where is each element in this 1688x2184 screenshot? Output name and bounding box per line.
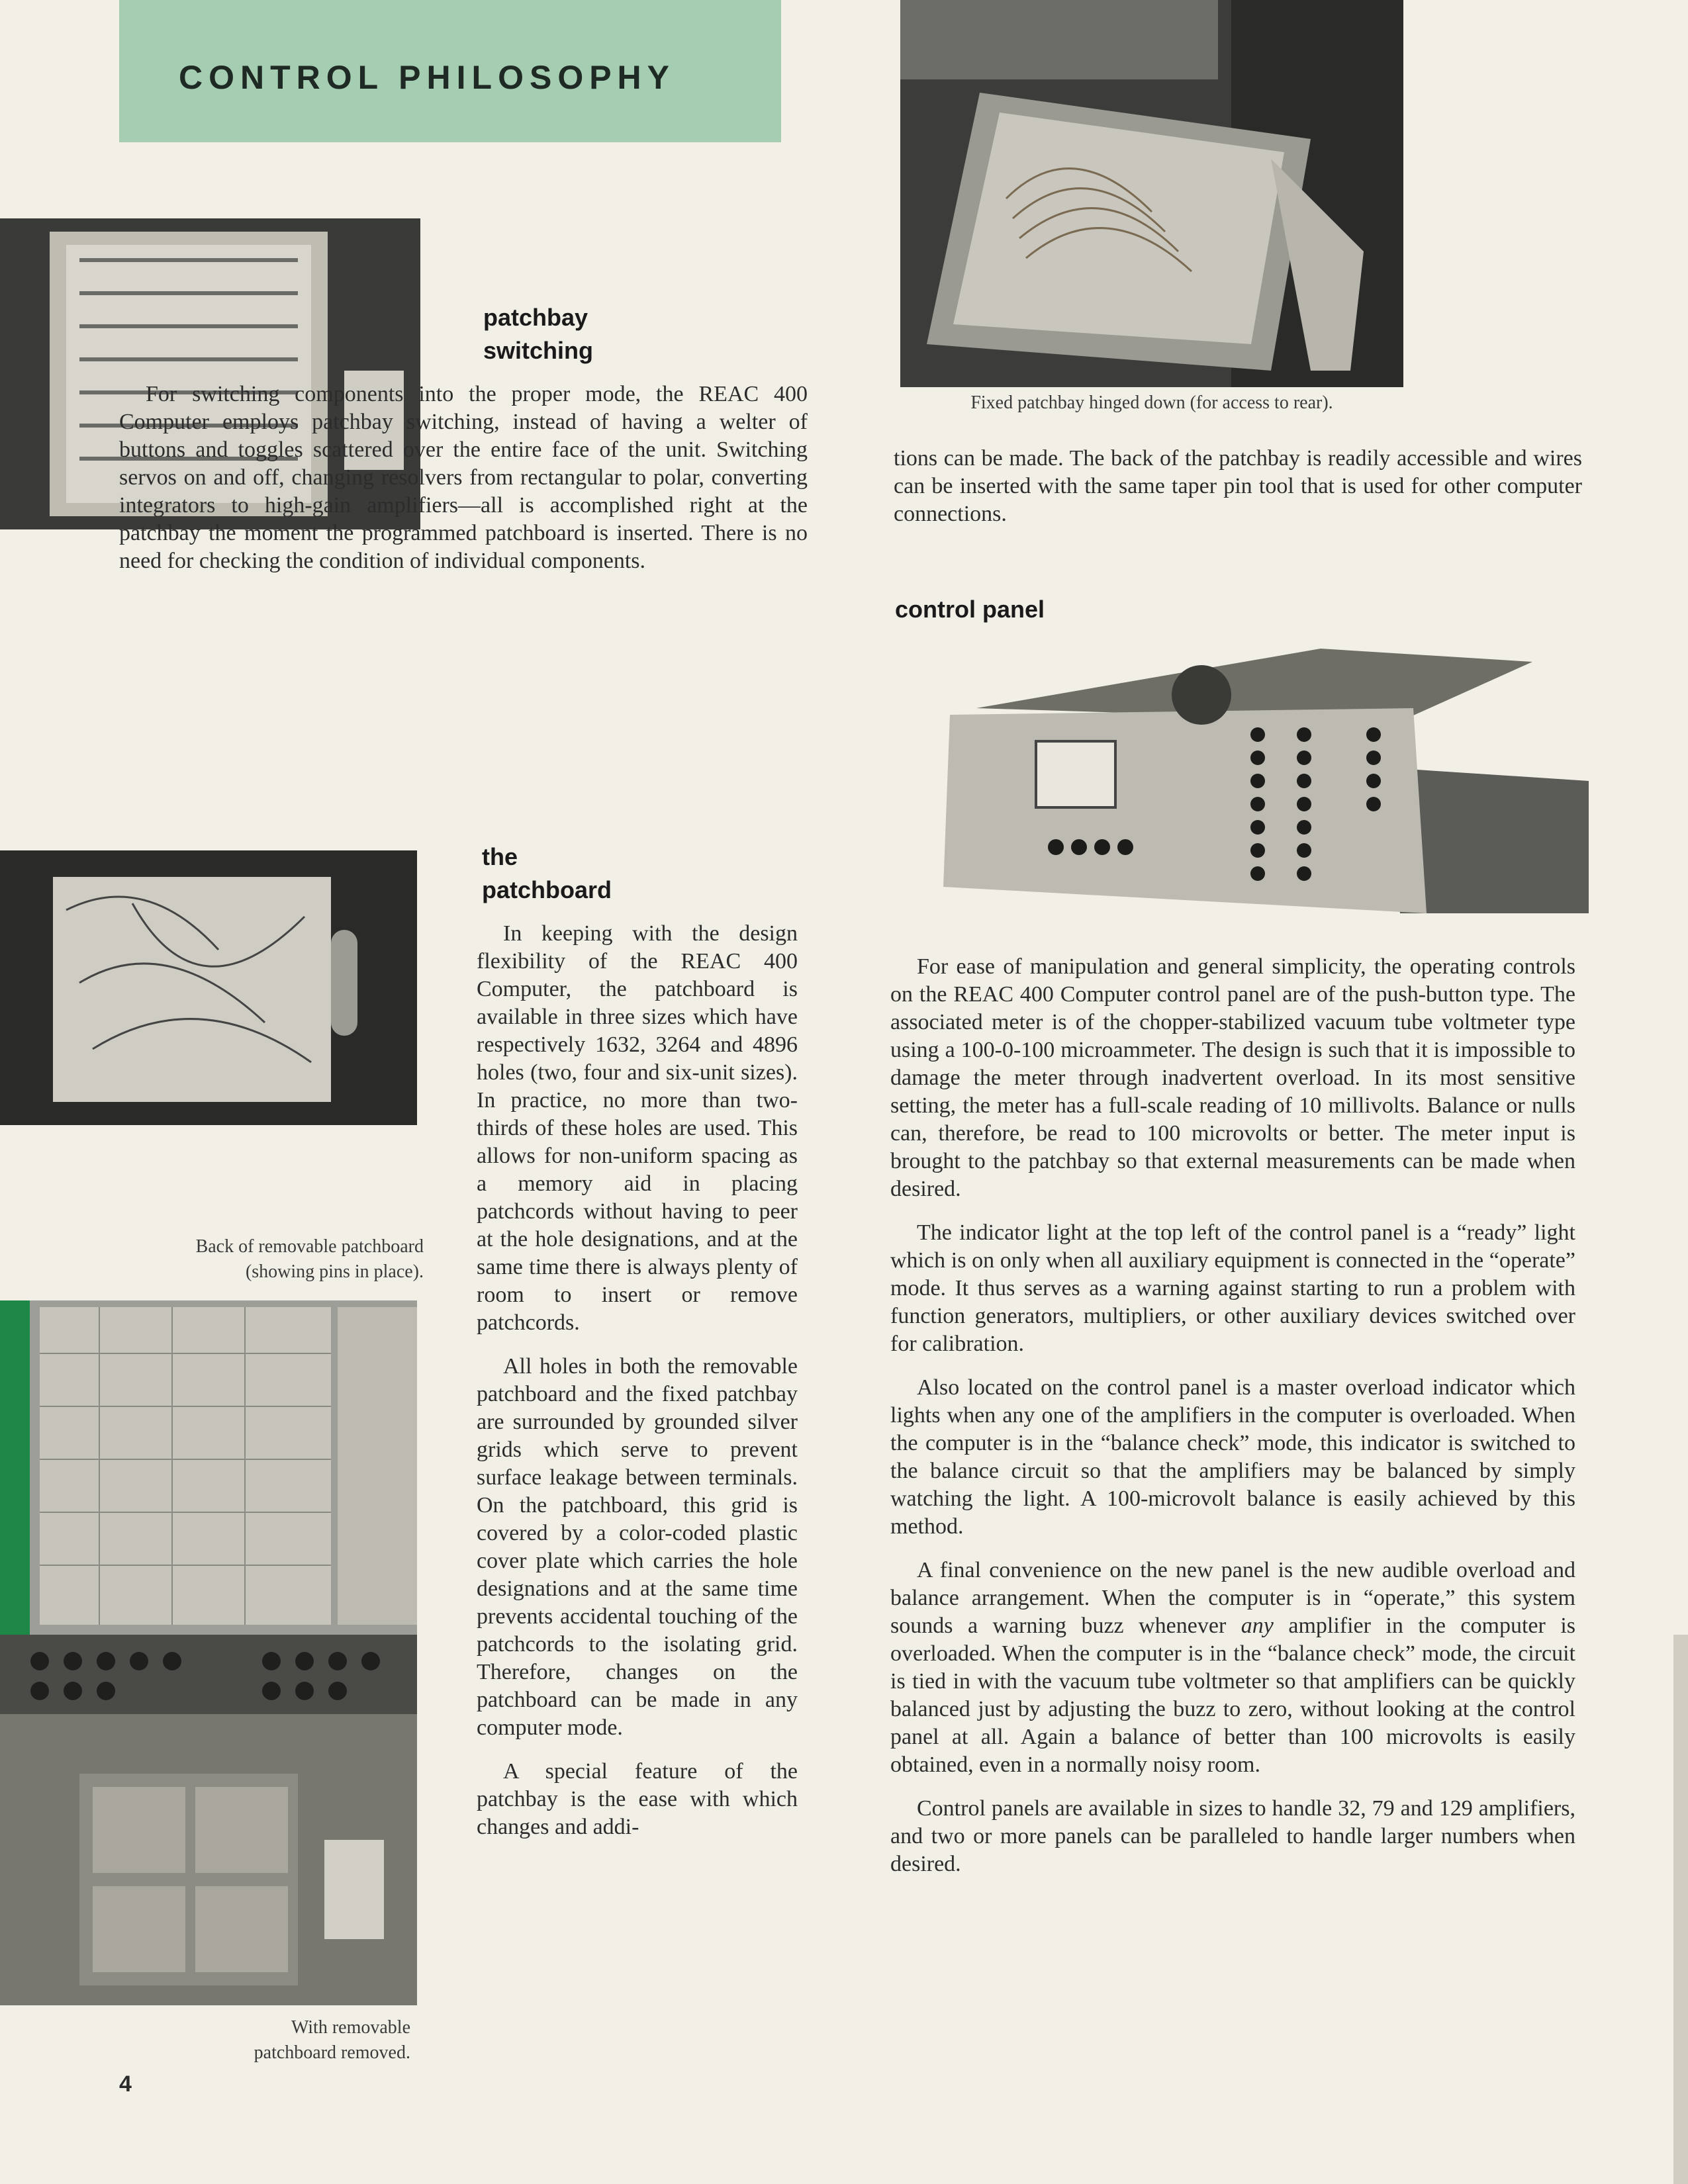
control-panel-paragraph-4: [890, 1557, 1575, 1779]
patchbay-heading-line1: patchbay: [483, 304, 588, 331]
patchboard-body: [477, 920, 798, 1857]
patchboard-closeup-photo: [0, 1300, 417, 1635]
patchboard-paragraph-3: A special feature of the patchbay is the ease with which changes and addi-: [477, 1759, 798, 1839]
page-edge-strip: [1673, 1635, 1688, 2184]
control-panel-body: [890, 953, 1575, 1894]
control-panel-paragraph-5: Control panels are available in sizes to handle 32, 79 and 129 amplifiers, and two or more panels can be paralleled to handle larger numbers when desired.: [890, 1796, 1575, 1876]
fixed-patchbay-photo: [900, 0, 1403, 387]
patchboard-paragraph-1: In keeping with the design flexibility of the REAC 400 Computer, the patchboard is available in three sizes which have respectively 1632, 3264 and 4896 holes (two, four and six-unit sizes). In practice, no more than two-thirds of these holes are used. This allows for non-uniform spacing as a memory aid in placing patchcords without having to peer at the hole designations, and at the same time there is always plenty of room to insert or remove patchcords.: [477, 921, 798, 1335]
patchbay-paragraph: For switching components into the proper mode, the REAC 400 Computer employs patchbay switching, instead of having a welter of buttons and toggles scattered over the entire face of the unit. Switching servos on and off, changing resolvers from rectangular to polar, converting integrators to high-gain amplifiers—all is accomplished right at the patchbay the moment the programmed patchboard is inserted. There is no need for checking the condition of individual components.: [119, 382, 808, 573]
continuation-body: [894, 445, 1582, 544]
patchboard-removed-caption-line1: With removable: [291, 2017, 410, 2038]
continuation-paragraph: tions can be made. The back of the patchbay is readily accessible and wires can be inserted with the same taper pin tool that is used for other computer connections.: [894, 446, 1582, 526]
page-number: 4: [119, 2071, 132, 2097]
patchbay-heading-line2: switching: [483, 337, 594, 364]
patchboard-heading-line2: patchboard: [482, 876, 612, 903]
control-panel-p4-before: A final convenience on the new panel is the new audible overload and balance arrangement. When the computer is in “operate,” this system sounds a warning buzz whenever: [890, 1558, 1575, 1638]
fixed-patchbay-caption: Fixed patchbay hinged down (for access to rear).: [970, 392, 1333, 413]
patchbay-body: [119, 381, 808, 591]
control-panel-p4-emphasis: any: [1241, 1614, 1274, 1638]
control-panel-paragraph-1: For ease of manipulation and general simplicity, the operating controls on the REAC 400 Computer control panel are of the push-button type. The associated meter is of the chopper-stabilized vacuum tube voltmeter type using a 100-0-100 microammeter. The design is such that it is impossible to damage the meter through inadvertent overload. In its most sensitive setting, the meter has a full-scale reading of 10 millivolts. Balance or nulls can, therefore, be read to 100 microvolts or better. The meter input is brought to the patchbay so that external measurements can be made when desired.: [890, 954, 1575, 1201]
patchboard-removed-caption-line2: patchboard removed.: [254, 2042, 410, 2063]
back-patchboard-photo: [0, 850, 417, 1125]
patchboard-paragraph-2: All holes in both the removable patchboard and the fixed patchbay are surrounded by grounded silver grids which serve to prevent surface leakage between terminals. On the patchboard, this grid is covered by a color-coded plastic cover plate which carries the hole designations and at the same time prevents accidental touching of the patchcords to the isolating grid. Therefore, changes on the patchboard can be made in any computer mode.: [477, 1354, 798, 1740]
back-patchboard-caption-line2: (showing pins in place).: [245, 1261, 424, 1282]
back-patchboard-caption: [99, 1234, 424, 1285]
patchboard-heading: [482, 841, 612, 907]
page-title: CONTROL PHILOSOPHY: [179, 59, 676, 96]
patchbay-heading: [483, 301, 593, 367]
control-panel-photo: [923, 635, 1589, 933]
control-panel-heading: control panel: [895, 596, 1045, 623]
back-patchboard-caption-line1: Back of removable patchboard: [195, 1236, 424, 1257]
control-panel-paragraph-2: The indicator light at the top left of the control panel is a “ready” light which is on only when all auxiliary equipment is connected in the “operate” mode. It thus serves as a warning against starting to run a problem with function generators, multipliers, or other auxiliary devices switched over for calibration.: [890, 1220, 1575, 1356]
control-panel-paragraph-3: Also located on the control panel is a master overload indicator which lights when any one of the amplifiers in the computer is overloaded. When the computer is in the “balance check” mode, this indicator is switched to the balance circuit so that the amplifiers may be balanced by simply watching the light. A 100-microvolt balance is easily achieved by this method.: [890, 1375, 1575, 1539]
patchboard-heading-line1: the: [482, 843, 518, 870]
patchboard-removed-photo: [0, 1635, 417, 2005]
patchboard-removed-caption: [99, 2015, 410, 2066]
control-panel-p4-after: amplifier in the computer is overloaded. When the computer is in the “balance check” mode, the circuit is tied in with the vacuum tube voltmeter so that amplifiers can be quickly balanced just by adjusting the buzz to zero, without looking at the control panel at all. Again a balance of better than 100 microvolts is easily obtained, even in a normally noisy room.: [890, 1614, 1575, 1777]
